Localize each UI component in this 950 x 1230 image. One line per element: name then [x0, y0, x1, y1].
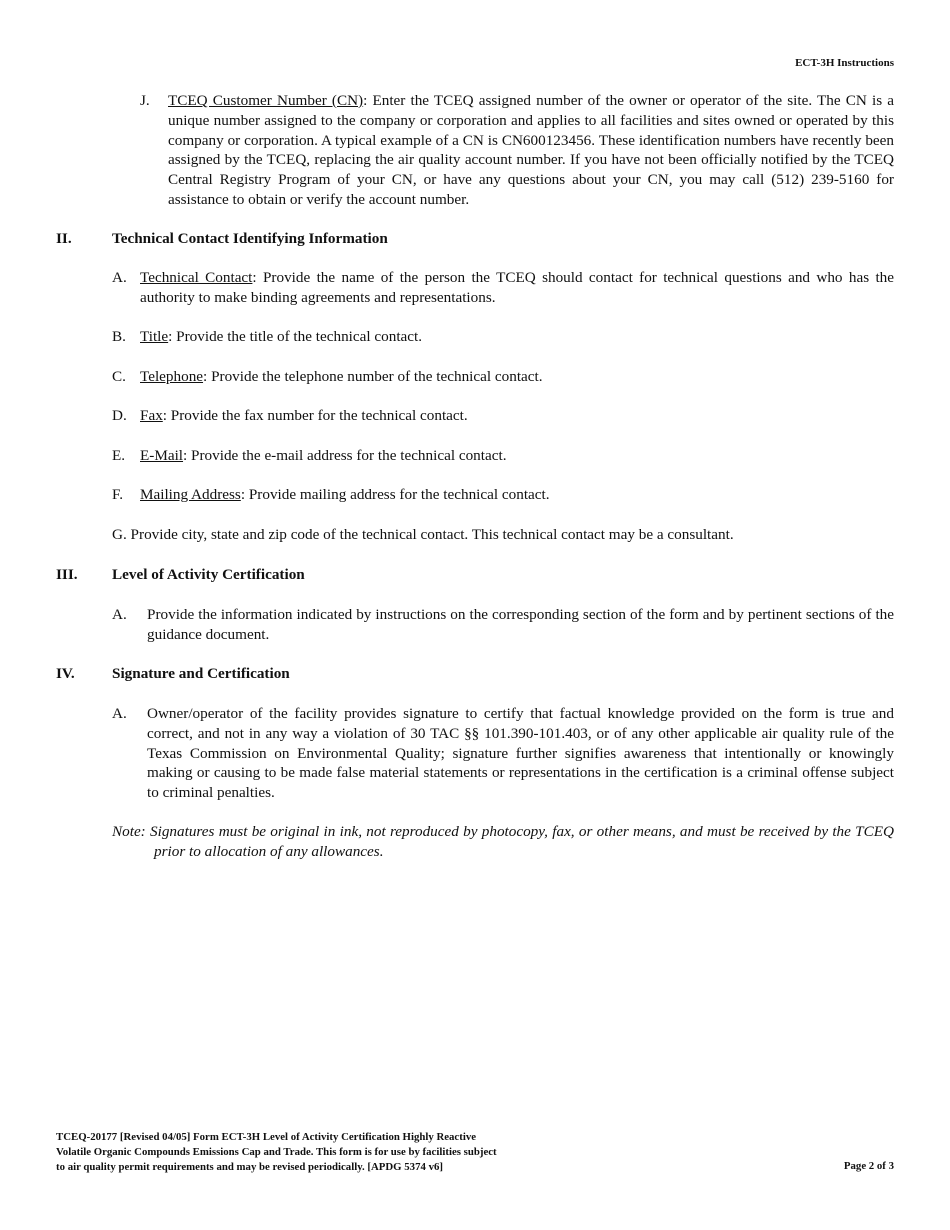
item-j-label: TCEQ Customer Number (CN): [168, 92, 364, 109]
section-2-item-e: [140, 446, 894, 466]
section-2-item-b: [140, 327, 894, 347]
technical-contact-label: Technical Contact: [140, 269, 253, 286]
section-4-item-a: Owner/operator of the facility provides signature to certify that factual knowledge provided on the form is true and correct, and not in any way a violation of 30 TAC §§ 101.390-101.403, or of any other applicable air quality rule of the Texas Commission on Environmental Quality; signature further signifies awareness that intentionally or knowingly making or causing to be made false material statements or representations in the certification is a criminal offense subject to criminal penalties.: [147, 705, 894, 802]
section-2-item-a: [140, 268, 894, 308]
footer-line-3: to air quality permit requirements and may be revised periodically. [APDG 5374 v6]: [56, 1161, 443, 1173]
section-2-item-a-marker: A.: [112, 269, 127, 286]
section-2-item-d-marker: D.: [112, 407, 127, 424]
section-2-item-f: [140, 485, 894, 505]
section-2-item-c-marker: C.: [112, 368, 126, 385]
title-text: : Provide the title of the technical contact.: [168, 328, 423, 345]
section-4-title: Signature and Certification: [112, 665, 290, 682]
section-4-number: IV.: [56, 665, 75, 682]
footer-line-1: TCEQ-20177 [Revised 04/05] Form ECT-3H Level of Activity Certification Highly Reactive: [56, 1131, 477, 1143]
mailing-address-label: Mailing Address: [140, 486, 241, 503]
section-3-item-a: Provide the information indicated by instructions on the corresponding section of the form and by pertinent sections of the guidance document.: [147, 606, 894, 643]
section-3-item-a-marker: A.: [112, 606, 127, 623]
page-number: Page 2 of 3: [843, 1160, 894, 1172]
section-2-item-b-marker: B.: [112, 328, 126, 345]
section-4-item-a-marker: A.: [112, 705, 127, 722]
fax-text: : Provide the fax number for the technical contact.: [162, 407, 468, 424]
email-text: : Provide the e-mail address for the technical contact.: [183, 447, 507, 464]
section-2-item-e-marker: E.: [112, 447, 126, 464]
footer-form-info: [56, 1130, 616, 1175]
mailing-address-text: : Provide mailing address for the technical contact.: [240, 486, 550, 503]
section-2-item-d: [140, 406, 894, 426]
item-j-paragraph: [168, 91, 894, 210]
item-j-marker: J.: [140, 92, 150, 109]
footer-line-2: Volatile Organic Compounds Emissions Cap and Trade. This form is for use by facilities subject: [56, 1146, 497, 1158]
section-2-item-g: G. Provide city, state and zip code of the technical contact. This technical contact may be a consultant.: [112, 526, 734, 543]
title-label: Title: [140, 328, 169, 345]
section-2-item-c: [140, 367, 894, 387]
email-label: E-Mail: [140, 447, 184, 464]
page-header-title: ECT-3H Instructions: [795, 57, 894, 69]
fax-label: Fax: [140, 407, 163, 424]
telephone-text: : Provide the telephone number of the technical contact.: [203, 368, 543, 385]
item-j-text: : Enter the TCEQ assigned number of the owner or operator of the site. The CN is a unique number assigned to the company or corporation and applies to all facilities and sites owned or operated by this company or corporation. A typical example of a CN is CN600123456. These identification numbers have recently been assigned by the TCEQ, replacing the air quality account number. If you have not been officially notified by the TCEQ Central Registry Program of your CN, or have any questions about your CN, you may call (512) 239-5160 for assistance to obtain or verify the account number.: [168, 92, 894, 208]
section-3-title: Level of Activity Certification: [112, 566, 305, 583]
technical-contact-text: : Provide the name of the person the TCEQ should contact for technical questions and who has the authority to make binding agreements and representations.: [140, 269, 895, 306]
section-3-number: III.: [56, 566, 78, 583]
section-2-item-f-marker: F.: [112, 486, 124, 503]
signature-note: Note: Signatures must be original in ink, not reproduced by photocopy, fax, or other means, and must be received by the TCEQ prior to allocation of any allowances.: [112, 823, 894, 860]
section-2-title: Technical Contact Identifying Information: [112, 230, 388, 247]
section-2-number: II.: [56, 230, 72, 247]
telephone-label: Telephone: [140, 368, 204, 385]
